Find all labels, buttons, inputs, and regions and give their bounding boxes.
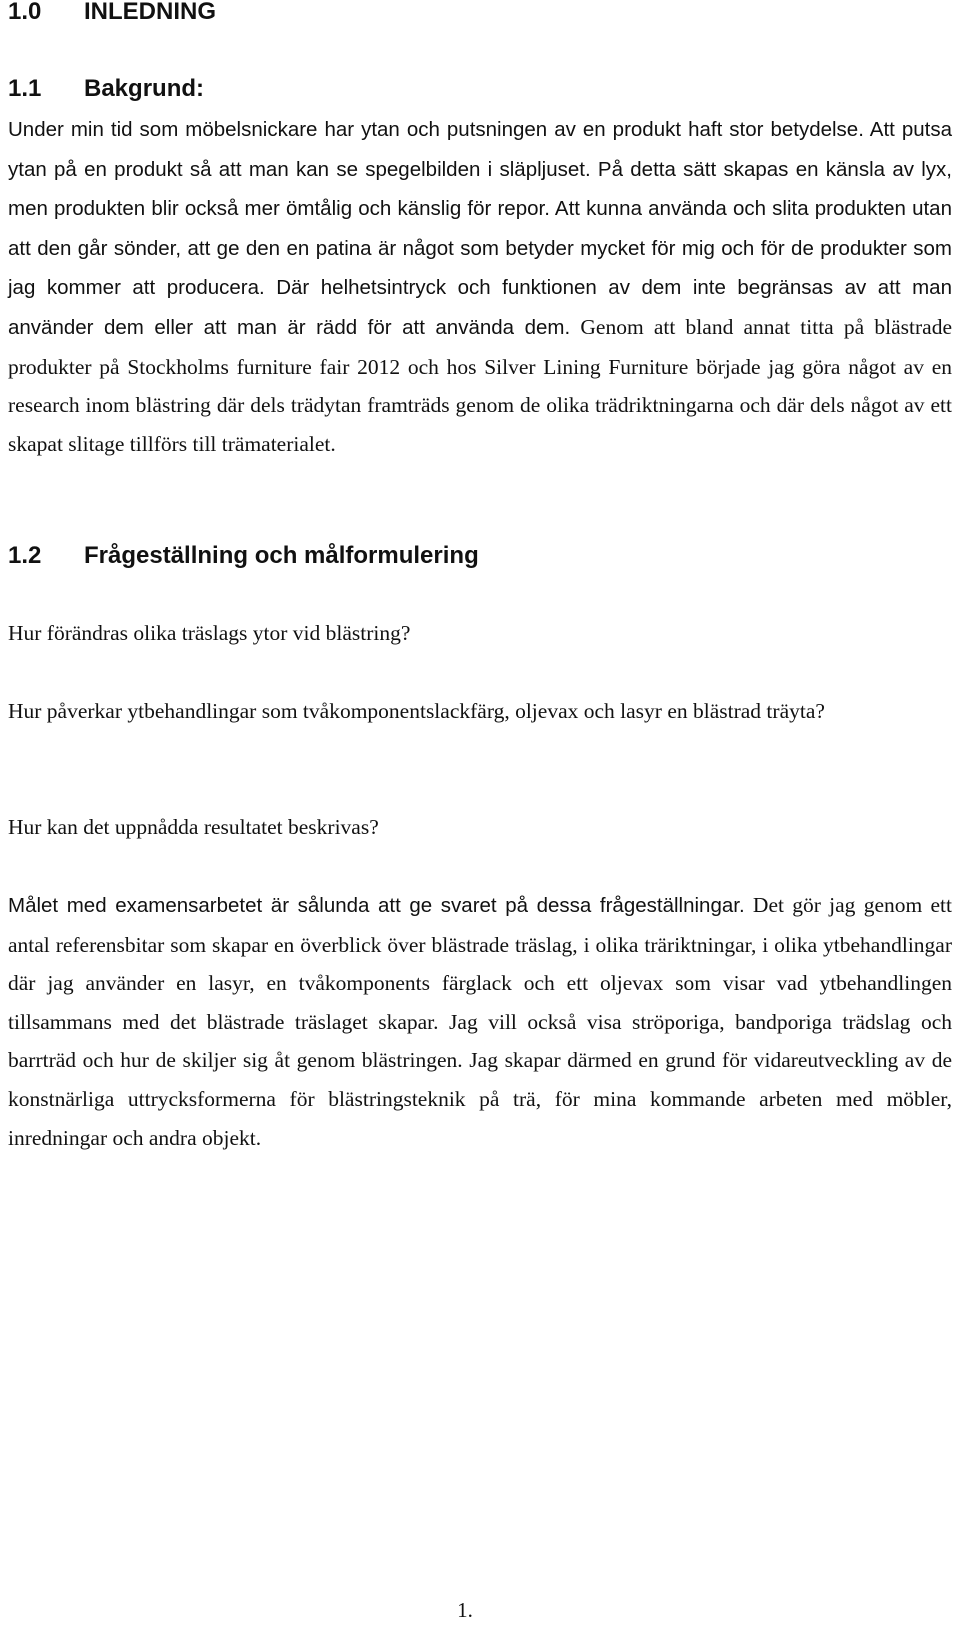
section-heading-inledning [8,0,216,26]
paragraph-bakgrund-serif-part: Genom att bland annat titta på blästrade produkter på Stockholms furniture fair 2012 och hos Silver Lining Furniture började jag göra något av en research inom blästring där dels trädytan framträds genom de olika trädriktningarna och där dels något av ett skapat slitage tillförs till trämaterialet. [8,314,952,456]
section-heading-bakgrund [8,75,204,103]
paragraph-malet-sans-part: Målet med examensarbetet är sålunda att ge svaret på dessa frågeställningar. [8,894,745,917]
page-number: 1. [457,1598,473,1622]
question-3: Hur kan det uppnådda resultatet beskrivas? [8,815,379,839]
section-heading-fragestallning [8,542,479,570]
question-1: Hur förändras olika träslags ytor vid blästring? [8,621,411,645]
section-number: 1.2 [8,542,42,569]
section-title: Bakgrund: [84,75,204,102]
section-title: INLEDNING [84,0,216,25]
paragraph-bakgrund [8,110,952,463]
paragraph-malet-serif-part: Det gör jag genom ett antal referensbitar som skapar en överblick över blästrade träslag, i olika träriktningar, i olika ytbehandlingar där jag använder en lasyr, en tvåkomponents färglack och ett oljevax som visar vad ytbehandlingen tillsammans med det blästrade träslaget skapar. Jag vill också visa ströporiga, bandporiga trädslag och barrträd och hur de skiljer sig åt genom blästringen. Jag skapar därmed en grund för vidareutveckling av de konstnärliga uttrycksformerna för blästringsteknik på trä, för mina kommande arbeten med möbler, inredningar och andra objekt. [8,893,952,1150]
section-title: Frågeställning och målformulering [84,542,479,569]
question-2: Hur påverkar ytbehandlingar som tvåkomponentslackfärg, oljevax och lasyr en blästrad träyta? [8,699,825,723]
paragraph-malet [8,886,952,1157]
paragraph-bakgrund-sans-part: Under min tid som möbelsnickare har ytan och putsningen av en produkt haft stor betydelse. Att putsa ytan på en produkt så att man kan se spegelbilden i släpljuset. På detta sätt skapas en känsla av lyx, men produkten blir också mer ömtålig och känslig för repor. Att kunna använda och slita produkten utan att den går sönder, att ge den en patina är något som betyder mycket för mig och för de produkter som jag kommer att producera. Där helhetsintryck och funktionen av dem inte begränsas av att man använder dem eller att man är rädd för att använda dem. [8,118,952,339]
section-number: 1.0 [8,0,42,25]
section-number: 1.1 [8,75,42,102]
